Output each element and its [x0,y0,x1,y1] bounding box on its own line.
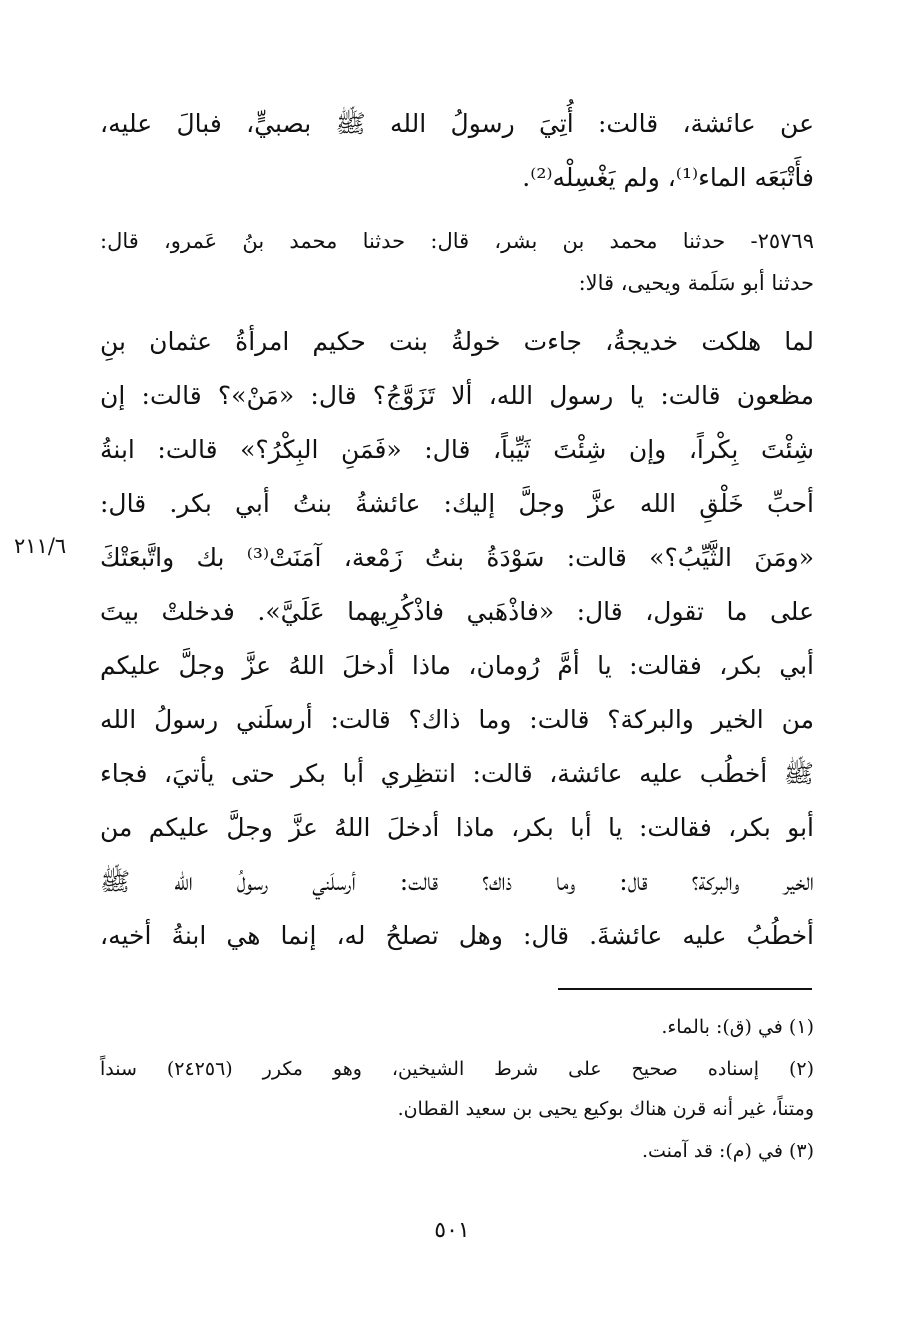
text-line: ﷺ أخطُب عليه عائشة، قالت: انتظِري أبا بكر حتى يأتيَ، فجاء [100,759,814,788]
text-line: على ما تقول، قال: «فاذْهَبي فاذْكُرِيهما عَلَيَّ». فدخلتْ بيتَ [100,597,814,626]
text-line: أحبِّ خَلْقِ الله عزَّ وجلَّ إليك: عائشةُ بنتُ أبي بكر. قال: [100,489,814,518]
text-line: من الخير والبركة؟ قالت: وما ذاك؟ قالت: أرسلَني رسولُ الله [100,705,814,734]
chain-line: حدثنا أبو سَلَمة ويحيى، قالا: [578,271,814,295]
footnote-line: ومتناً، غير أنه قرن هناك بوكيع يحيى بن سعيد القطان. [397,1098,814,1120]
text-line: أبي بكر، فقالت: يا أمَّ رُومان، ماذا أدخلَ اللهُ عزَّ وجلَّ عليكم [100,651,814,680]
chain-line: ٢٥٧٦٩- حدثنا محمد بن بشر، قال: حدثنا محمد بنُ عَمرو، قال: [100,229,814,253]
footnote-line: (١) في (ق): بالماء. [661,1016,814,1038]
text-line: أخطُبُ عليه عائشةَ. قال: وهل تصلحُ له، إنما هي ابنةُ أخيه، [100,921,814,950]
text-line: الخير والبركة؟ قال: وما ذاك؟ قالت: أرسلَني رسولُ الله ﷺ [100,867,814,896]
page-number: ٥٠١ [434,1218,470,1243]
intro-line: عن عائشة، قالت: أُتِيَ رسولُ الله ﷺ بصبيٍّ، فبالَ عليه، [100,109,814,138]
intro-line: فأَتْبَعَه الماء⁽¹⁾، ولم يَغْسِلْه⁽²⁾. [522,163,814,192]
footnote-line: (٢) إسناده صحيح على شرط الشيخين، وهو مكرر (٢٤٢٥٦) سنداً [100,1058,814,1080]
text-line: مظعون قالت: يا رسول الله، ألا تَزَوَّجُ؟ قال: «مَنْ»؟ قالت: إن [100,381,814,410]
text-line: أبو بكر، فقالت: يا أبا بكر، ماذا أدخلَ اللهُ عزَّ وجلَّ عليكم من [100,813,814,842]
text-line: لما هلكت خديجةُ، جاءت خولةُ بنت حكيم امرأةُ عثمان بنِ [100,327,814,356]
margin-volume-page-reference: ٢١١/٦ [14,534,67,558]
text-line: شِئْتَ بِكْراً، وإن شِئْتَ ثَيِّباً، قال: «فَمَنِ البِكْرُ؟» قالت: ابنةُ [100,435,814,464]
footnote-separator [558,988,812,990]
footnote-line: (٣) في (م): قد آمنت. [641,1140,814,1162]
text-line: «ومَنَ الثَّيِّبُ؟» قالت: سَوْدَةُ بنتُ زَمْعة، آمَنَتْ⁽³⁾ بك واتَّبعَتْكَ [100,543,814,572]
